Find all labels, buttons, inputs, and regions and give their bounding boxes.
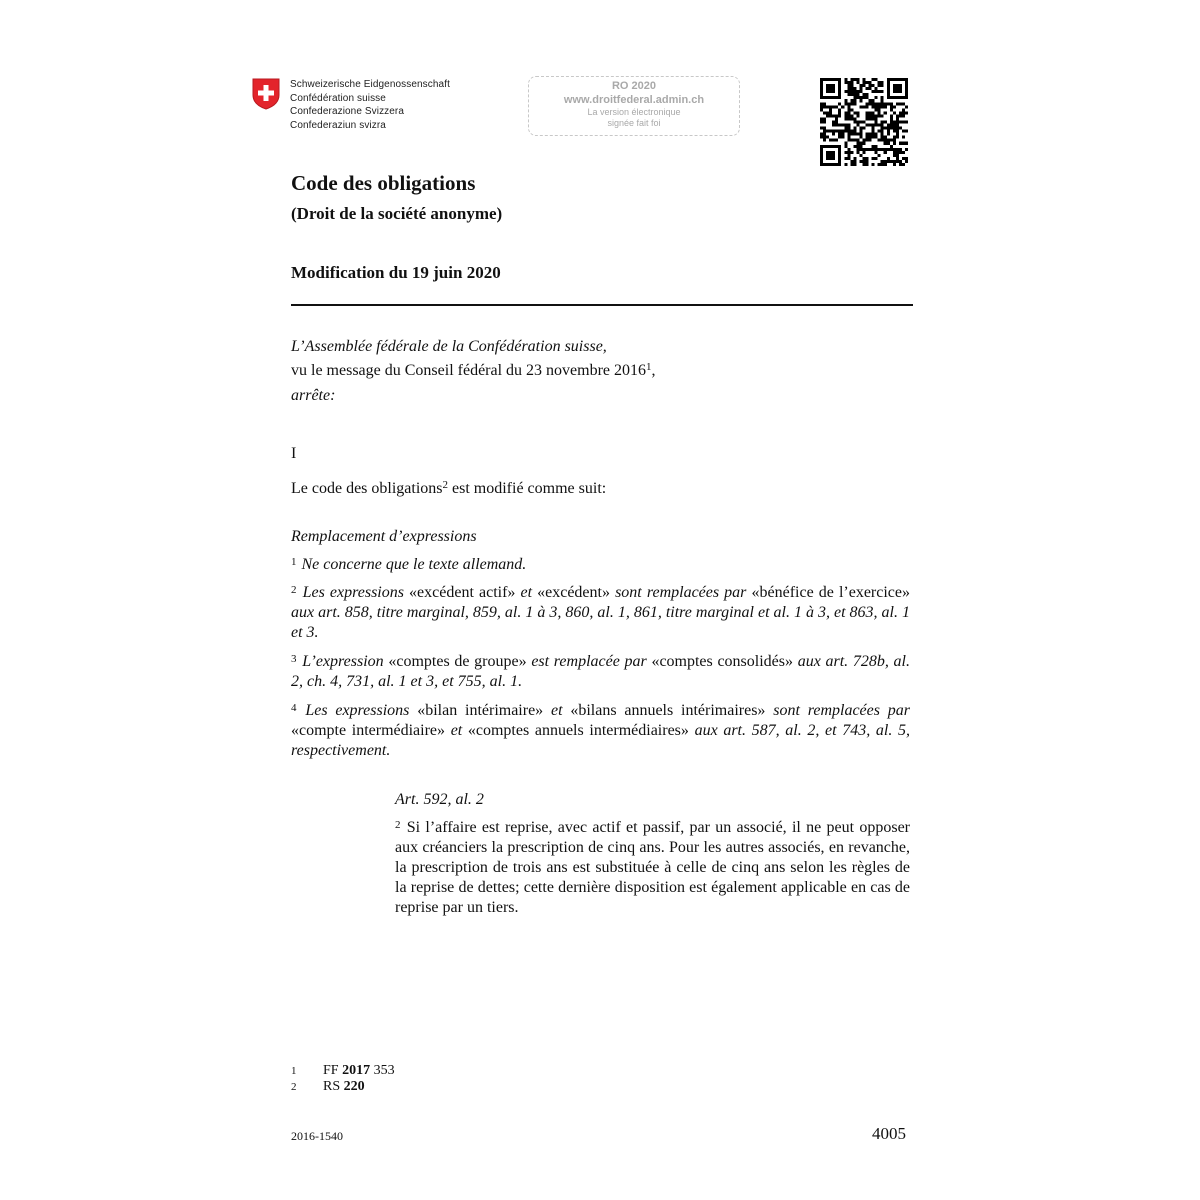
swiss-coat-of-arms-icon xyxy=(252,78,280,110)
text-fragment: aux art. 728b, al. 2, ch. 4, 731, al. 1 et 3, et 755, al. 1. xyxy=(291,653,911,690)
preamble-message-text: vu le message du Conseil fédéral du 23 novembre 2016 xyxy=(291,362,647,379)
text-fragment: «compte intermédiaire» xyxy=(291,722,451,739)
replacement-paragraph-4 xyxy=(291,701,910,761)
footnote-ref-1[interactable]: 1 xyxy=(646,361,652,373)
text-fragment: Les expressions xyxy=(305,702,410,719)
text-fragment: aux art. 858, titre marginal, 859, al. 1 à 3, 860, al. 1, 861, titre marginal et al. 1 à 3, et 863, al. 1 et 3. xyxy=(291,604,910,641)
article-heading: Art. 592, al. 2 xyxy=(395,791,484,808)
replacement-heading: Remplacement d’expressions xyxy=(291,528,477,545)
section-numeral: I xyxy=(291,445,297,462)
preamble-assembly: L’Assemblée fédérale de la Confédération suisse, xyxy=(291,338,607,355)
footnote-text xyxy=(323,1063,395,1079)
modification-date: Modification du 19 juin 2020 xyxy=(291,263,501,282)
preamble-message-end: , xyxy=(651,362,656,379)
text-fragment: et xyxy=(450,722,463,739)
paragraph-text: Ne concerne que le texte allemand. xyxy=(301,556,527,573)
replacement-paragraph-2 xyxy=(291,583,910,643)
paragraph-number: 2 xyxy=(395,819,401,831)
footnote-prefix: RS xyxy=(323,1079,344,1094)
text-fragment: «excédent actif» xyxy=(403,584,521,601)
text-fragment: «comptes de groupe» xyxy=(383,653,532,670)
text-fragment: sont remplacées par xyxy=(773,702,910,719)
section-intro-after: est modifié comme suit: xyxy=(448,480,607,497)
text-fragment: «comptes consolidés» xyxy=(646,653,798,670)
stamp-note-1: La version électronique xyxy=(587,107,681,117)
footnote-year: 2017 xyxy=(342,1063,371,1078)
text-fragment: aux art. 587, al. 2, et 743, al. 5, respectivement. xyxy=(291,722,910,759)
footnote-text xyxy=(323,1079,365,1095)
document-subtitle: (Droit de la société anonyme) xyxy=(291,204,503,223)
confederation-names xyxy=(290,78,450,132)
replacement-paragraph-1 xyxy=(291,555,910,575)
text-fragment: «comptes annuels intermédiaires» xyxy=(462,722,695,739)
document-id: 2016-1540 xyxy=(291,1129,343,1143)
confederation-name-it: Confederazione Svizzera xyxy=(290,106,405,117)
preamble-message xyxy=(291,361,656,381)
paragraph-number: 4 xyxy=(291,702,297,714)
replacement-paragraph-3 xyxy=(291,652,910,692)
article-paragraph xyxy=(395,818,910,918)
stamp-url: www.droitfederal.admin.ch xyxy=(563,94,705,106)
stamp-ro: RO 2020 xyxy=(611,80,657,92)
paragraph-number: 3 xyxy=(291,653,297,665)
text-fragment: est remplacée par xyxy=(531,653,647,670)
footnote-ref-2[interactable]: 2 xyxy=(442,479,449,491)
page-number: 4005 xyxy=(872,1124,906,1143)
text-fragment: Les expressions xyxy=(302,584,404,601)
text-fragment: sont remplacées par xyxy=(615,584,747,601)
text-fragment: et xyxy=(520,584,533,601)
text-fragment: L’expression xyxy=(302,653,384,670)
text-fragment: «bilans annuels intérimaires» xyxy=(562,702,774,719)
footnote-number: 1 xyxy=(291,1065,297,1077)
text-fragment: et xyxy=(550,702,563,719)
confederation-name-rm: Confederaziun svizra xyxy=(290,119,386,131)
section-intro-before: Le code des obligations xyxy=(291,480,443,497)
official-publication-stamp xyxy=(528,76,740,136)
title-divider xyxy=(291,304,913,306)
text-fragment: «bilan intérimaire» xyxy=(409,702,551,719)
preamble-decree: arrête: xyxy=(291,387,336,404)
text-fragment: «excédent» xyxy=(532,584,616,601)
footnote-rs-number: 220 xyxy=(343,1079,365,1094)
footnote-prefix: FF xyxy=(323,1063,343,1078)
footnote-2 xyxy=(291,1079,395,1095)
document-title: Code des obligations xyxy=(291,171,476,195)
confederation-name-de: Schweizerische Eidgenossenschaft xyxy=(290,79,450,90)
footnote-1 xyxy=(291,1063,395,1079)
footnote-number: 2 xyxy=(291,1081,297,1093)
paragraph-number: 2 xyxy=(291,584,297,596)
article-text: Si l’affaire est reprise, avec actif et passif, par un associé, il ne peut opposer aux créanciers la prescription de cinq ans. Pour les autres associés, en revanche, la prescription de trois ans est substituée à celle de cinq ans selon les règles de la reprise de dettes; cette dernière disposition est également applicable en cas de reprise par un tiers. xyxy=(395,819,911,916)
qr-code-icon xyxy=(819,78,909,166)
text-fragment: «bénéfice de l’exercice» xyxy=(746,584,911,601)
confederation-name-fr: Confédération suisse xyxy=(290,92,386,104)
section-intro xyxy=(291,479,606,499)
stamp-note-2: signée fait foi xyxy=(607,118,661,128)
footnote-suffix: 353 xyxy=(370,1063,395,1078)
footnotes xyxy=(291,1063,395,1095)
paragraph-number: 1 xyxy=(291,556,297,568)
